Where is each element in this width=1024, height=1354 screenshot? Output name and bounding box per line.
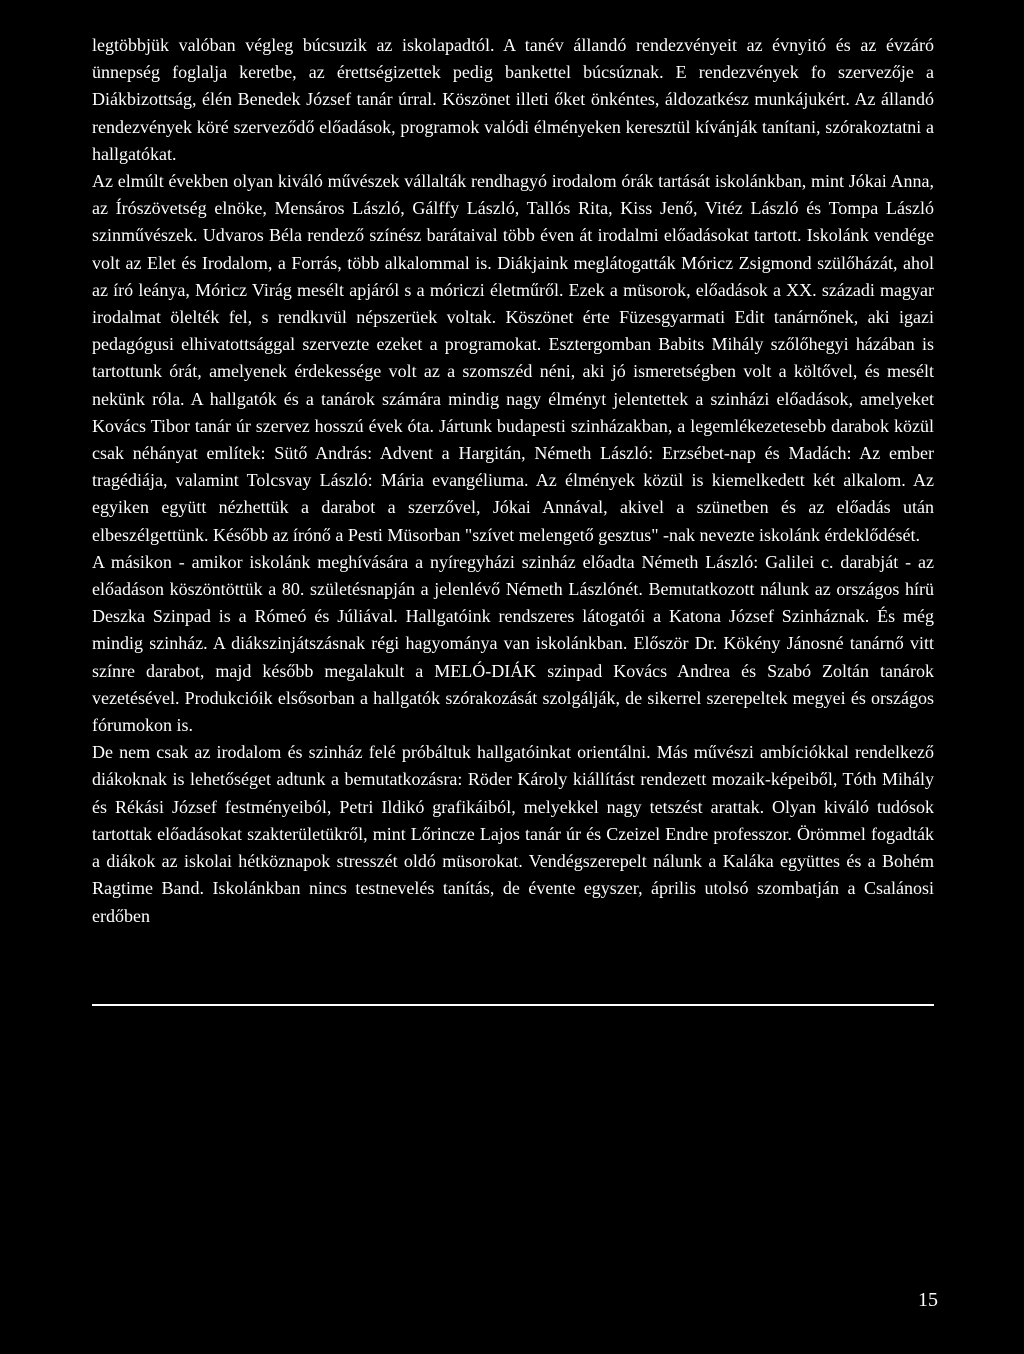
- paragraph-1: legtöbbjük valóban végleg búcsuzik az iskolapadtól. A tanév állandó rendezvényeit az évnyitó és az évzáró ünnepség foglalja keretbe, az érettségizettek pedig bankettel búcsúznak. E rendezvények fo szervezője a Diákbizottság, élén Benedek József tanár úrral. Köszönet illeti őket önkéntes, áldozatkész munkájukért. Az állandó rendezvények köré szerveződő előadások, programok valódi élményeken keresztül kívánják tanítani, szórakoztatni a hallgatókat.: [92, 35, 934, 164]
- paragraph-4: De nem csak az irodalom és szinház felé próbáltuk hallgatóinkat orientálni. Más művészi ambíciókkal rendelkező diákoknak is lehetőséget adtunk a bemutatkozásra: Röder Károly kiállítást rendezett mozaik-képeiből, Tóth Mihály és Rékási József festményeiból, Petri Ildikó grafikáiból, melyekkel nagy tetszést arattak. Olyan kiváló tudósok tartottak előadásokat szakterületükről, mint Lőrincze Lajos tanár úr és Czeizel Endre professzor. Örömmel fogadták a diákok az iskolai hétköznapok stresszét oldó müsorokat. Vendégszerepelt nálunk a Kaláka együttes és a Bohém Ragtime Band. Iskolánkban nincs testnevelés tanítás, de évente egyszer, április utolsó szombatján a Csalánosi erdőben: [92, 742, 934, 926]
- paragraph-3: A másikon - amikor iskolánk meghívására a nyíregyházi szinház előadta Németh László: Galilei c. darabját - az előadáson köszöntöttük a 80. születésnapján a jelenlévő Németh Lászlónét. Bemutatkozott nálunk az országos hírü Deszka Szinpad is a Rómeó és Júliával. Hallgatóink rendszeres látogatói a Katona József Szinháznak. És még mindig szinház. A diákszinjátszásnak régi hagyománya van iskolánkban. Először Dr. Kökény Jánosné tanárnő vitt színre darabot, majd később megalakult a MELÓ-DIÁK szinpad Kovács Andrea és Szabó Zoltán tanárok vezetésével. Produkcióik elsősorban a hallgatók szórakozását szolgálják, de sikerrel szerepeltek megyei és országos fórumokon is.: [92, 551, 934, 736]
- body-text: [92, 32, 934, 930]
- page-number: 15: [918, 1289, 938, 1311]
- paragraph-2: Az elmúlt években olyan kiváló művészek vállalták rendhagyó irodalom órák tartását iskolánkban, mint Jókai Anna, az Írószövetség elnöke, Mensáros László, Gálffy László, Tallós Rita, Kiss Jenő, Vitéz László és Tompa László szinművészek. Udvaros Béla rendező színész barátaival több éven át irodalmi előadásokat tartott. Iskolánk vendége volt az Elet és Irodalom, a Forrás, több alkalommal is. Diákjaink meglátogatták Móricz Zsigmond szülőházát, ahol az író leánya, Móricz Virág mesélt apjáról s a móriczi életműről. Ezek a müsorok, előadások a XX. századi magyar irodalmat ölelték fel, s rendkıvül népszerüek voltak. Köszönet érte Füzesgyarmati Edit tanárnőnek, aki igazi pedagógusi elhivatottsággal szervezte ezeket a programokat. Esztergomban Babits Mihály szőlőhegyi házában is tartottunk órát, amelyenek érdekessége volt az a szomszéd néni, aki jó ismeretségben volt a költővel, és mesélt nekünk róla. A hallgatók és a tanárok számára mindig nagy élményt jelentettek a szinházi előadások, amelyeket Kovács Tibor tanár úr szervez hosszú évek óta. Jártunk budapesti szinházakban, a legemlékezetesebb darabok közül csak néhányat említek: Sütő András: Advent a Hargitán, Németh László: Erzsébet-nap és Madách: Az ember tragédiája, valamint Tolcsvay László: Mária evangéliuma. Az élmények közül is kiemelkedett két alkalom. Az egyiken együtt nézhettük a darabot a szerzővel, Jókai Annával, akivel a szünetben és az előadás után elbeszélgettünk. Később az írónő a Pesti Müsorban "szívet melengető gesztus" -nak nevezte iskolánk érdeklődését.: [92, 171, 934, 545]
- footer-divider: [92, 1004, 934, 1006]
